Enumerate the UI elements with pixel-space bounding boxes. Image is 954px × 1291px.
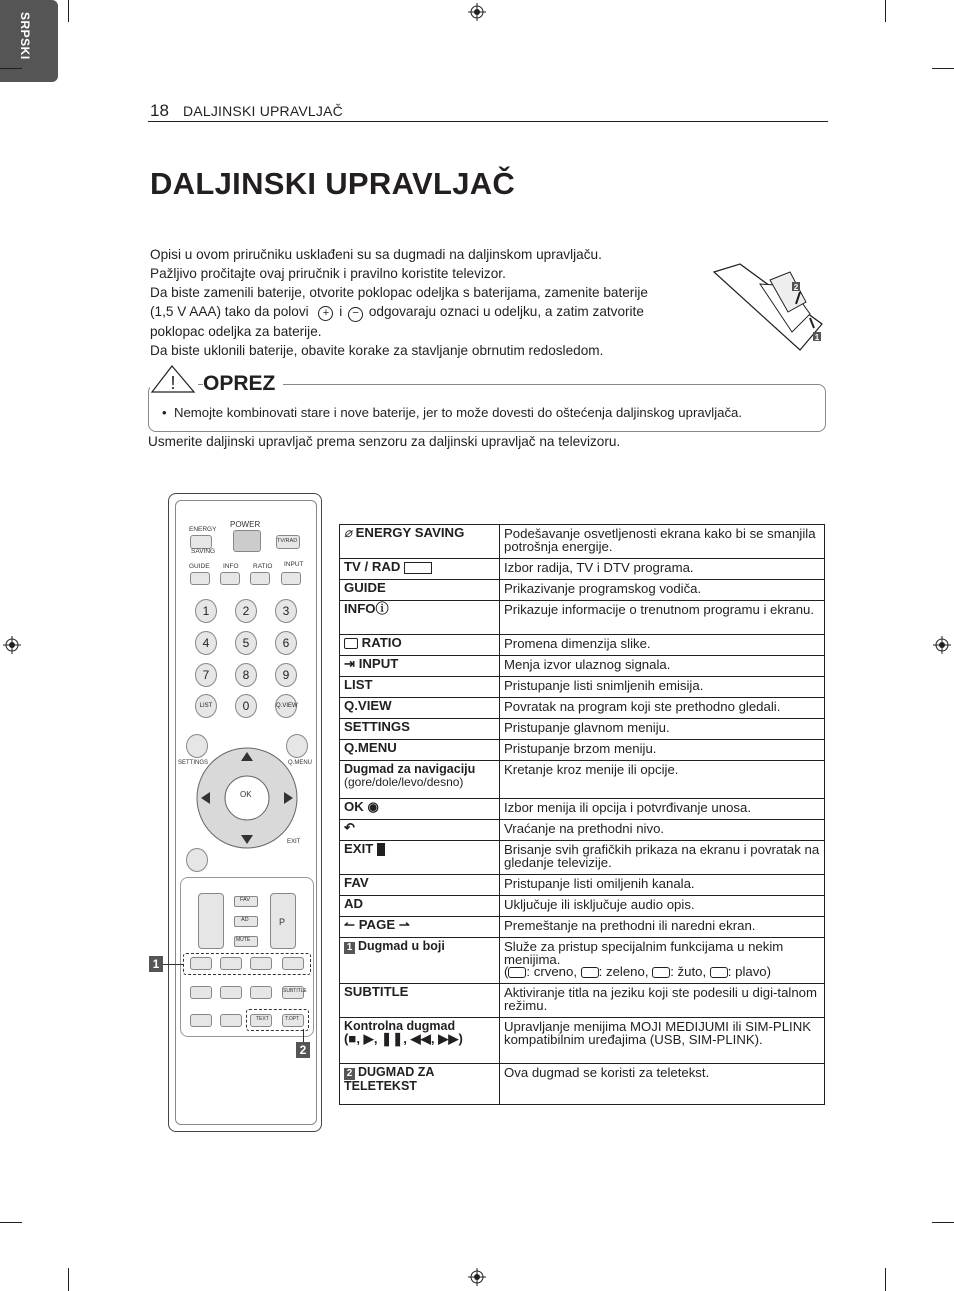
caution-text: • Nemojte kombinovati stare i nove baterije, jer to može dovesti do oštećenja daljinskog upravljača. (162, 405, 743, 420)
table-key (340, 841, 500, 875)
page-next-icon: ⇀ (398, 917, 410, 932)
ratio-label: RATIO (253, 563, 273, 570)
digit-5-button[interactable]: 5 (235, 631, 257, 655)
table-row (340, 761, 825, 799)
table-row (340, 841, 825, 875)
table-key: SUBTITLE (340, 984, 500, 1018)
saving-label: SAVING (191, 548, 216, 555)
table-key-label: Kontrolna dugmad (344, 1019, 456, 1033)
yellow-button[interactable] (250, 957, 272, 970)
table-key (340, 559, 500, 580)
table-desc: Brisanje svih grafičkih prikaza na ekranu i povratak na gledanje televizije. (500, 841, 825, 875)
text-label: TEXT (256, 1016, 269, 1022)
table-desc-text: : žuto, (670, 964, 707, 979)
table-row (340, 601, 825, 635)
table-key-label: OK (344, 799, 364, 814)
table-key (340, 635, 500, 656)
callout-badge: 1 (344, 942, 355, 954)
table-row (340, 580, 825, 601)
table-desc: Povratak na program koji ste prethodno gledali. (500, 698, 825, 719)
green-key-icon (581, 967, 599, 978)
page-prev-icon: ↼ (344, 917, 356, 932)
intro-line: poklopac odeljka za baterije. (150, 324, 322, 339)
table-row (340, 1064, 825, 1105)
ok-icon: ◉ (367, 799, 379, 814)
guide-label: GUIDE (189, 563, 210, 570)
table-key: AD (340, 896, 500, 917)
table-row (340, 917, 825, 938)
callout-1-line (163, 964, 183, 965)
table-key-label: RATIO (361, 635, 402, 650)
language-tab-label: SRPSKI (18, 12, 32, 60)
rewind-button[interactable] (190, 1014, 212, 1027)
table-key (340, 1064, 500, 1105)
table-key: LIST (340, 677, 500, 698)
minus-pole-icon: − (348, 307, 363, 322)
table-row (340, 525, 825, 559)
table-row (340, 799, 825, 820)
back-icon: ↶ (344, 820, 356, 835)
svg-text:1: 1 (814, 333, 820, 342)
callout-badge: 2 (344, 1068, 355, 1080)
table-desc-text: : crveno, (526, 964, 577, 979)
info-button[interactable] (220, 572, 240, 585)
intro-fragment: (1,5 V AAA) tako da polovi (150, 304, 309, 319)
warning-triangle-icon (150, 364, 198, 394)
power-label: POWER (230, 520, 261, 529)
table-key (340, 938, 500, 984)
fav-label: FAV (240, 897, 250, 903)
digit-3-button[interactable]: 3 (275, 599, 297, 623)
energy-icon: ⌀ (344, 525, 352, 540)
table-key-label: Dugmad u boji (358, 939, 445, 953)
table-row (340, 719, 825, 740)
callout-2-line (303, 1029, 304, 1042)
table-row (340, 896, 825, 917)
caution-title: OPREZ (203, 372, 283, 396)
table-row (340, 875, 825, 896)
topt-label: T.OPT (285, 1016, 300, 1022)
registration-mark-icon (468, 3, 486, 21)
table-row (340, 559, 825, 580)
playback-icons: (■, ▶, ❚❚, ◀◀, ▶▶) (344, 1030, 463, 1046)
table-row (340, 1018, 825, 1064)
table-key (340, 917, 500, 938)
info-icon: ⓘ (375, 601, 389, 616)
table-desc: Aktiviranje titla na jeziku koji ste podesili u digi-talnom režimu. (500, 984, 825, 1018)
tvrad-label: TV/RAD (277, 538, 298, 544)
p-label: P (279, 917, 286, 927)
digit-2-button[interactable]: 2 (235, 599, 257, 623)
caution-text-body: Nemojte kombinovati stare i nove baterije, jer to može dovesti do oštećenja daljinskog upravljača. (173, 405, 743, 420)
table-key (340, 656, 500, 677)
header-rule (148, 121, 828, 122)
red-button[interactable] (190, 957, 212, 970)
input-icon: ⇥ (344, 656, 356, 671)
intro-line: Opisi u ovom priručniku usklađeni su sa dugmadi na daljinskom upravljaču. (150, 247, 602, 262)
table-desc: Promena dimenzija slike. (500, 635, 825, 656)
stop-button[interactable] (190, 986, 212, 999)
table-desc: Prikazuje informacije o trenutnom programu i ekranu. (500, 601, 825, 635)
table-key-label: EXIT (344, 841, 374, 856)
table-key-label: PAGE (358, 917, 396, 932)
blue-key-icon (710, 967, 728, 978)
table-desc-text: Služe za pristup specijalnim funkcijama u nekim menijima. (504, 939, 784, 967)
mute-label: MUTE (236, 937, 251, 943)
pause-button[interactable] (250, 986, 272, 999)
intro-fragment: i (339, 304, 343, 319)
table-row (340, 820, 825, 841)
yellow-key-icon (652, 967, 670, 978)
table-key-label: ENERGY SAVING (355, 525, 465, 540)
ok-label: OK (240, 790, 252, 799)
input-label: INPUT (284, 561, 304, 568)
energy-label: ENERGY (189, 526, 217, 533)
table-desc: Podešavanje osvetljenosti ekrana kako bi se smanjila potrošnja energije. (500, 525, 825, 559)
intro-line (150, 302, 695, 322)
registration-mark-icon (3, 636, 21, 654)
table-row (340, 984, 825, 1018)
table-key: FAV (340, 875, 500, 896)
input-button[interactable] (281, 572, 301, 585)
intro-line: Pažljivo pročitajte ovaj priručnik i pravilno koristite televizor. (150, 266, 506, 281)
exit-icon (377, 843, 385, 856)
ad-label: AD (241, 917, 249, 923)
table-key (340, 601, 500, 635)
intro-fragment: odgovaraju oznaci u odeljku, a zatim zatvorite (368, 304, 644, 319)
table-key (340, 525, 500, 559)
digit-6-button[interactable]: 6 (275, 631, 297, 655)
table-desc: Izbor menija ili opcija i potvrđivanje unosa. (500, 799, 825, 820)
table-row (340, 740, 825, 761)
digit-7-button[interactable]: 7 (195, 663, 217, 687)
table-desc: Premeštanje na prethodni ili naredni ekran. (500, 917, 825, 938)
registration-mark-icon (468, 1268, 486, 1286)
table-key (340, 1018, 500, 1064)
table-row (340, 698, 825, 719)
table-desc: Ova dugmad se koristi za teletekst. (500, 1064, 825, 1105)
table-desc: Uključuje ili isključuje audio opis. (500, 896, 825, 917)
exit-label: EXIT (287, 839, 301, 845)
table-desc-text: : plavo) (727, 964, 772, 979)
table-desc: Menja izvor ulaznog signala. (500, 656, 825, 677)
table-key-label: TV / RAD (344, 559, 401, 574)
crop-mark (0, 68, 22, 69)
crop-mark (885, 1268, 886, 1291)
callout-2: 2 (296, 1042, 310, 1058)
table-desc: Kretanje kroz menije ili opcije. (500, 761, 825, 799)
list-button[interactable]: LIST (195, 694, 217, 718)
table-key-label: Dugmad za navigaciju (344, 762, 476, 776)
language-tab (0, 0, 58, 82)
intro-text (150, 245, 695, 360)
digit-0-button[interactable]: 0 (235, 694, 257, 718)
settings-label: SETTINGS (178, 760, 209, 766)
back-button[interactable] (186, 848, 208, 872)
table-row (340, 656, 825, 677)
info-label: INFO (223, 563, 239, 570)
page-number: 18 (150, 101, 169, 120)
table-desc: Pristupanje listi omiljenih kanala. (500, 875, 825, 896)
intro-line: Da biste uklonili baterije, obavite korake za stavljanje obrnutim redosledom. (150, 343, 604, 358)
table-key (340, 799, 500, 820)
table-desc: Upravljanje menijima MOJI MEDIJUMI ili SIM-PLINK kompatibilnim uređajima (USB, SIM-PLINK). (500, 1018, 825, 1064)
table-key: Q.VIEW (340, 698, 500, 719)
table-desc: Pristupanje brzom meniju. (500, 740, 825, 761)
digit-9-button[interactable]: 9 (275, 663, 297, 687)
subtitle-label: SUBTITLE (283, 988, 307, 994)
table-key: Q.MENU (340, 740, 500, 761)
guide-button[interactable] (190, 572, 210, 585)
crop-mark (932, 1222, 954, 1223)
power-button[interactable] (233, 530, 261, 552)
table-desc: Vraćanje na prethodni nivo. (500, 820, 825, 841)
table-key (340, 820, 500, 841)
green-button[interactable] (220, 957, 242, 970)
table-key: SETTINGS (340, 719, 500, 740)
table-desc-text: : zeleno, (598, 964, 649, 979)
plus-pole-icon: + (318, 306, 333, 321)
battery-cover-illustration (710, 262, 828, 354)
svg-text:!: ! (170, 373, 176, 393)
energy-saving-button[interactable] (190, 535, 212, 549)
qview-button[interactable]: Q.VIEW (275, 694, 297, 718)
digit-1-button[interactable]: 1 (195, 599, 217, 623)
aim-text: Usmerite daljinski upravljač prema senzoru za daljinski upravljač na televizoru. (148, 434, 621, 449)
crop-mark (68, 1268, 69, 1291)
ratio-button[interactable] (250, 572, 270, 585)
table-desc: Prikazivanje programskog vodiča. (500, 580, 825, 601)
digit-4-button[interactable]: 4 (195, 631, 217, 655)
callout-1: 1 (149, 956, 163, 972)
svg-text:2: 2 (793, 283, 799, 292)
table-desc: Pristupanje listi snimljenih emisija. (500, 677, 825, 698)
red-key-icon (508, 967, 526, 978)
ratio-icon (344, 638, 358, 649)
table-row (340, 677, 825, 698)
blue-button[interactable] (282, 957, 304, 970)
running-header: DALJINSKI UPRAVLJAČ (183, 103, 343, 119)
page-title: DALJINSKI UPRAVLJAČ (150, 166, 516, 201)
button-function-table (339, 524, 825, 1105)
digit-8-button[interactable]: 8 (235, 663, 257, 687)
table-desc: Izbor radija, TV i DTV programa. (500, 559, 825, 580)
tv-rad-icon (404, 562, 432, 574)
crop-mark (0, 1222, 22, 1223)
table-row (340, 938, 825, 984)
table-key: GUIDE (340, 580, 500, 601)
table-key-label: INFO (344, 601, 376, 616)
forward-button[interactable] (220, 1014, 242, 1027)
volume-rocker[interactable] (198, 893, 224, 949)
crop-mark (68, 0, 69, 22)
table-key-label: INPUT (358, 656, 399, 671)
registration-mark-icon (933, 636, 951, 654)
qmenu-label: Q.MENU (288, 760, 312, 766)
table-desc: Pristupanje glavnom meniju. (500, 719, 825, 740)
table-desc: Služe za pristup specijalnim funkcijama u nekim menijima. ( : crveno, : zeleno, : žuto, : plavo) (500, 938, 825, 984)
table-key-sub: (gore/dole/levo/desno) (344, 774, 464, 789)
play-button[interactable] (220, 986, 242, 999)
table-key-label: DUGMAD ZA TELETEKST (344, 1065, 434, 1093)
crop-mark (932, 68, 954, 69)
table-row (340, 635, 825, 656)
crop-mark (885, 0, 886, 22)
intro-line: Da biste zamenili baterije, otvorite poklopac odeljka s baterijama, zamenite baterije (150, 285, 648, 300)
table-key (340, 761, 500, 799)
